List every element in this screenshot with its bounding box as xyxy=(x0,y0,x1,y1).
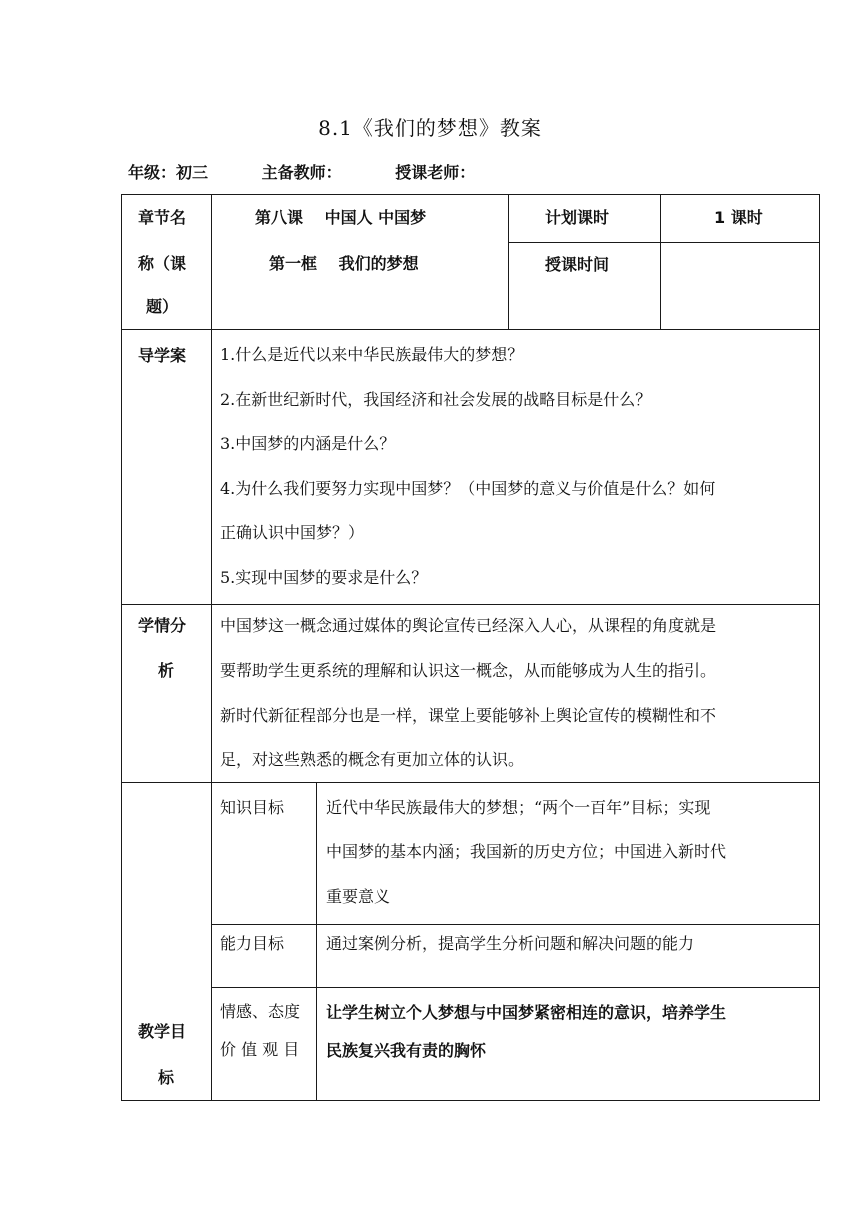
knowledge-goal-line-1: 近代中华民族最伟大的梦想；“两个一百年”目标；实现 xyxy=(326,798,711,817)
teacher-label: 授课老师： xyxy=(395,163,476,182)
guide-question-4: 4.为什么我们要努力实现中国梦？（中国梦的意义与价值是什么？如何 xyxy=(220,479,716,498)
lesson-frame: 第一框 我们的梦想 xyxy=(269,254,419,273)
chapter-label-line2: 称（课 xyxy=(138,254,187,273)
document-title: 8.1《我们的梦想》教案 xyxy=(318,116,542,140)
knowledge-goal-line-3: 重要意义 xyxy=(326,887,391,906)
row-divider-knowledge xyxy=(211,924,820,925)
meta-line xyxy=(128,160,523,183)
analysis-line-3: 新时代新征程部分也是一样，课堂上要能够补上舆论宣传的模糊性和不 xyxy=(220,706,717,725)
lead-teacher-label: 主备教师： xyxy=(261,163,342,182)
row-divider-analysis xyxy=(121,782,820,783)
plan-hours-label: 计划课时 xyxy=(545,208,610,227)
lesson-title: 第八课 中国人 中国梦 xyxy=(255,208,427,227)
lesson-plan-table xyxy=(121,194,820,1101)
analysis-line-2: 要帮助学生更系统的理解和认识这一概念，从而能够成为人生的指引。 xyxy=(220,661,717,680)
emotion-goal-label-line2: 价 值 观 目 xyxy=(220,1040,300,1059)
guide-question-4-cont: 正确认识中国梦？） xyxy=(220,523,365,542)
ability-goal-text: 通过案例分析，提高学生分析问题和解决问题的能力 xyxy=(326,934,695,953)
row-divider-ability xyxy=(211,987,820,988)
row-divider-chapter xyxy=(121,329,820,330)
teaching-time-label: 授课时间 xyxy=(545,255,610,274)
goals-label-line2: 标 xyxy=(158,1068,175,1087)
emotion-goal-line-1: 让学生树立个人梦想与中国梦紧密相连的意识，培养学生 xyxy=(326,1003,727,1022)
table-border-left xyxy=(121,194,122,1101)
label-column-divider xyxy=(211,194,212,1101)
emotion-goal-label-line1: 情感、态度 xyxy=(220,1002,301,1021)
row-divider-plan xyxy=(508,242,820,243)
analysis-line-1: 中国梦这一概念通过媒体的舆论宣传已经深入人心，从课程的角度就是 xyxy=(220,616,717,635)
chapter-label-line1: 章节名 xyxy=(138,208,187,227)
goals-label-line1: 教学目 xyxy=(138,1022,187,1041)
plan-value-divider xyxy=(660,194,661,329)
guide-label: 导学案 xyxy=(138,346,187,365)
plan-hours-value: 1 课时 xyxy=(714,208,763,227)
grade-label: 年级：初三 xyxy=(128,163,209,182)
chapter-column-divider xyxy=(508,194,509,329)
guide-question-1: 1.什么是近代以来中华民族最伟大的梦想？ xyxy=(220,345,524,364)
emotion-goal-line-2: 民族复兴我有责的胸怀 xyxy=(326,1041,487,1060)
row-divider-guide xyxy=(121,604,820,605)
goal-sublabel-divider xyxy=(316,782,317,1100)
table-border-bottom xyxy=(121,1100,820,1101)
table-border-right xyxy=(819,194,820,1101)
ability-goal-label: 能力目标 xyxy=(220,934,285,953)
analysis-line-4: 足，对这些熟悉的概念有更加立体的认识。 xyxy=(220,750,525,769)
table-border-top xyxy=(121,194,820,195)
guide-question-3: 3.中国梦的内涵是什么？ xyxy=(220,434,396,453)
analysis-label-line1: 学情分 xyxy=(138,616,187,635)
guide-question-2: 2.在新世纪新时代，我国经济和社会发展的战略目标是什么？ xyxy=(220,390,652,409)
analysis-label-line2: 析 xyxy=(158,661,175,680)
knowledge-goal-line-2: 中国梦的基本内涵；我国新的历史方位；中国进入新时代 xyxy=(326,842,727,861)
chapter-label-line3: 题） xyxy=(146,297,179,316)
knowledge-goal-label: 知识目标 xyxy=(220,798,285,817)
guide-question-5: 5.实现中国梦的要求是什么？ xyxy=(220,568,428,587)
